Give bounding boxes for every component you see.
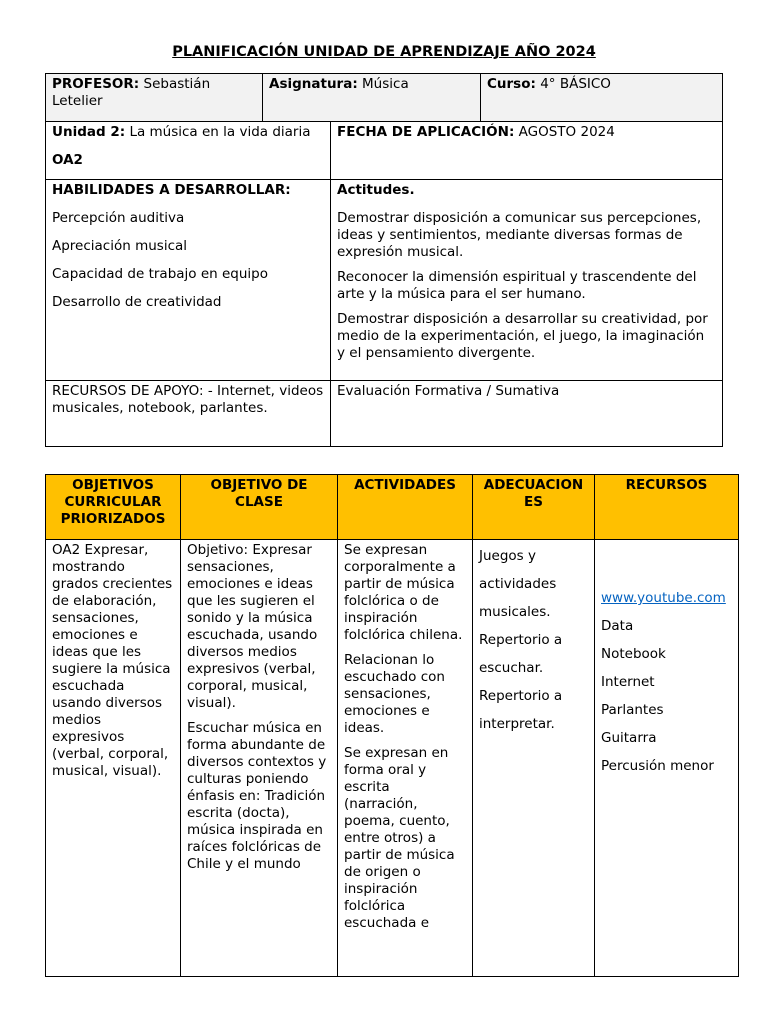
habilidades-heading: HABILIDADES A DESARROLLAR:	[52, 182, 291, 198]
adecuaciones-cell	[473, 540, 595, 977]
asignatura-value: Música	[362, 76, 409, 92]
objetivo-clase-cell	[181, 540, 338, 977]
header-objetivos: OBJETIVOS CURRICULAR PRIORIZADOS	[46, 475, 181, 540]
objetivos-cell: OA2 Expresar, mostrando grados crecientes de elaboración, sensaciones, emociones e ideas que les sugiere la música escuchada usando diversos medios expresivos (verbal, corporal, musical, visual).	[46, 540, 181, 977]
curso-cell	[481, 74, 723, 122]
actitud-item: Demostrar disposición a desarrollar su creatividad, por medio de la experimentación, el juego, la imaginación y el pensamiento divergente.	[337, 311, 708, 361]
asignatura-label: Asignatura:	[269, 76, 358, 92]
actitudes-cell	[331, 180, 723, 381]
unidad-value: La música en la vida diaria	[129, 124, 311, 140]
objetivo-clase-item: Escuchar música en forma abundante de diversos contextos y culturas poniendo énfasis en: Tradición escrita (docta), música inspirada en raíces folclóricas de Chile y el mundo	[187, 720, 327, 872]
actitud-item: Demostrar disposición a comunicar sus percepciones, ideas y sentimientos, mediante diversas formas de expresión musical.	[337, 210, 702, 260]
fecha-value: AGOSTO 2024	[518, 124, 615, 140]
recurso-item: Data	[601, 618, 634, 634]
recursos-cell	[595, 540, 739, 977]
evaluacion-cell: Evaluación Formativa / Sumativa	[331, 381, 723, 447]
fecha-cell	[331, 122, 723, 180]
fecha-label: FECHA DE APLICACIÓN:	[337, 124, 515, 140]
planning-header-table	[45, 73, 723, 447]
objetivo-clase-item: Objetivo: Expresar sensaciones, emociones e ideas que les sugieren el sonido y la música escuchada, usando diversos medios expresivos (verbal, corporal, musical, visual).	[187, 542, 318, 711]
adecuacion-item: Juegos y actividades musicales.	[479, 548, 557, 620]
habilidad-item: Apreciación musical	[52, 238, 188, 254]
recurso-item: Parlantes	[601, 702, 664, 718]
habilidad-item: Desarrollo de creatividad	[52, 294, 222, 310]
curso-value: 4° BÁSICO	[540, 76, 611, 92]
habilidad-item: Percepción auditiva	[52, 210, 185, 226]
profesor-cell	[46, 74, 263, 122]
recurso-item: Percusión menor	[601, 758, 714, 774]
actividad-item: Relacionan lo escuchado con sensaciones, emociones e ideas.	[344, 652, 445, 736]
header-objetivo-clase: OBJETIVO DE CLASE	[181, 475, 338, 540]
page-title: PLANIFICACIÓN UNIDAD DE APRENDIZAJE AÑO 2024	[172, 44, 596, 60]
habilidades-cell	[46, 180, 331, 381]
curso-label: Curso:	[487, 76, 536, 92]
oa-code: OA2	[52, 152, 83, 168]
adecuacion-item: Repertorio a interpretar.	[479, 688, 563, 732]
profesor-value: Sebastián Letelier	[52, 76, 211, 109]
header-adecuaciones: ADECUACION ES	[473, 475, 595, 540]
habilidad-item: Capacidad de trabajo en equipo	[52, 266, 269, 282]
header-actividades: ACTIVIDADES	[338, 475, 473, 540]
recurso-item: Notebook	[601, 646, 666, 662]
actividades-cell	[338, 540, 473, 977]
actitudes-heading: Actitudes.	[337, 182, 415, 198]
profesor-label: PROFESOR:	[52, 76, 140, 92]
actitud-item: Reconocer la dimensión espiritual y trascendente del arte y la música para el ser humano.	[337, 269, 697, 302]
adecuacion-item: Repertorio a escuchar.	[479, 632, 563, 676]
recursos-apoyo-cell: RECURSOS DE APOYO: - Internet, videos musicales, notebook, parlantes.	[46, 381, 331, 447]
unidad-label: Unidad 2:	[52, 124, 126, 140]
recurso-item: Internet	[601, 674, 655, 690]
actividad-item: Se expresan corporalmente a partir de música folclórica o de inspiración folclórica chilena.	[344, 542, 463, 643]
youtube-link[interactable]: www.youtube.com	[601, 590, 726, 606]
plan-table	[45, 474, 739, 977]
recurso-item: Guitarra	[601, 730, 657, 746]
unidad-cell	[46, 122, 331, 180]
actividad-item: Se expresan en forma oral y escrita (narración, poema, cuento, entre otros) a partir de música de origen o inspiración folclórica escuchada e	[344, 745, 455, 931]
header-recursos: RECURSOS	[595, 475, 739, 540]
asignatura-cell	[263, 74, 481, 122]
